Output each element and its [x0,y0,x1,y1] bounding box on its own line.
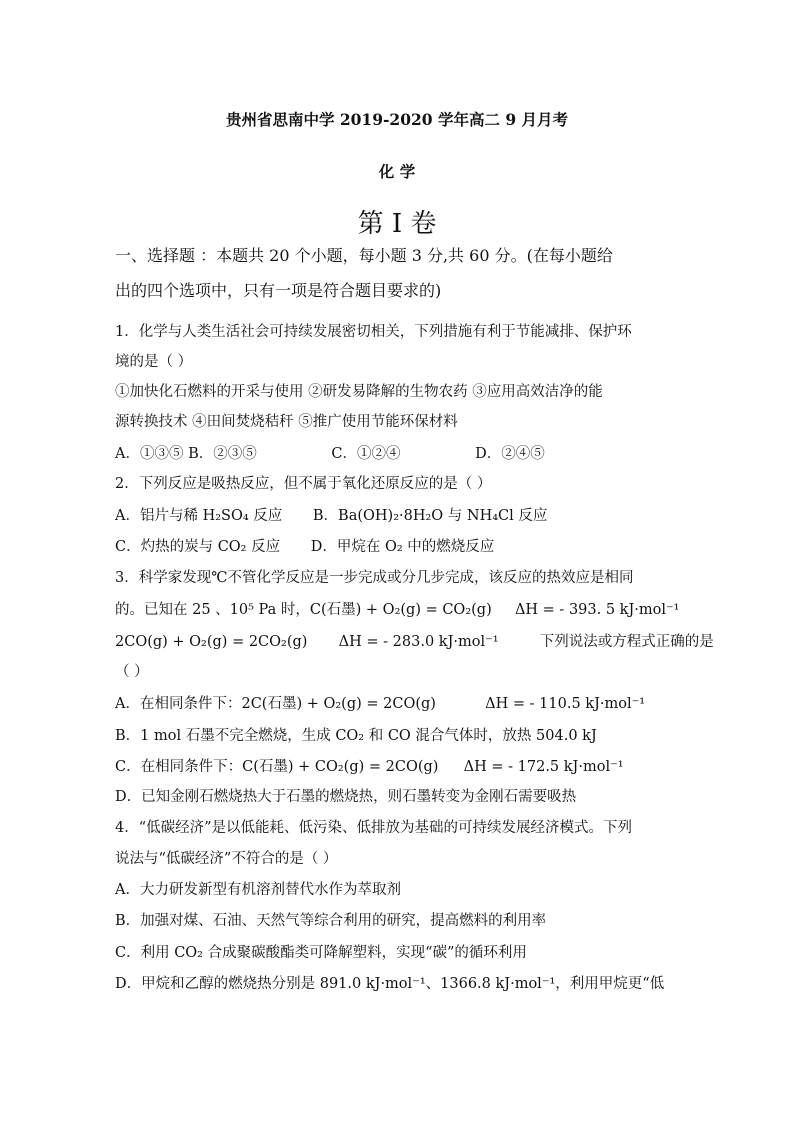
q1-option-a[interactable]: A．①③⑤ [115,446,184,462]
q3-stem-line2 [115,600,679,620]
q3-known-equation-2: 2CO(g) + O₂(g) = 2CO₂(g) [115,634,308,650]
q1-options [115,444,545,464]
q1-option-c[interactable]: C．①②④ [331,446,401,462]
q3-known-equation-1: 的。已知在 25 、10⁵ Pa 时，C(石墨) + O₂(g) = CO₂(g) [115,602,492,618]
q2-option-c[interactable]: C．灼热的炭与 CO₂ 反应 [115,539,281,555]
q3-stem-line3 [115,632,714,652]
volume-heading: 第 I 卷 [357,209,437,239]
q3-option-a-enthalpy: ΔH = - 110.5 kJ·mol⁻¹ [485,696,646,712]
q2-option-a[interactable]: A．铝片与稀 H₂SO₄ 反应 [115,508,283,524]
q3-option-a[interactable] [115,694,645,714]
q3-answer-bracket: （ ） [115,664,149,680]
section-instructions-line1: 一、选择题 ：本题共 20 个小题，每小题 3 分,共 60 分。(在每小题给 [115,246,613,265]
q4-option-c[interactable]: C．利用 CO₂ 合成聚碳酸酯类可降解塑料，实现“碳”的循环利用 [115,945,527,961]
q3-option-c[interactable] [115,757,624,777]
q1-stem-line1: 1．化学与人类生活社会可持续发展密切相关，下列措施有利于节能减排、保护环 [115,324,632,340]
q3-option-b[interactable]: B．1 mol 石墨不完全燃烧，生成 CO₂ 和 CO 混合气体时，放热 504.0 kJ [115,728,597,744]
q3-option-c-equation: C．在相同条件下：C(石墨) + CO₂(g) = 2CO(g) [115,759,439,775]
q3-question-text: 下列说法或方程式正确的是 [539,634,714,650]
q4-stem-line1: 4．“低碳经济”是以低能耗、低污染、低排放为基础的可持续发展经济模式。下列 [115,820,633,836]
q2-options-row1 [115,506,547,526]
q4-option-b[interactable]: B．加强对煤、石油、天然气等综合利用的研究，提高燃料的利用率 [115,913,547,929]
q1-option-d[interactable]: D．②④⑤ [475,446,545,462]
subject-title: 化 学 [378,162,416,181]
q3-known-enthalpy-1: ΔH = - 393. 5 kJ·mol⁻¹ [514,602,680,618]
section-instructions-line2: 出的四个选项中，只有一项是符合题目要求的) [115,281,442,300]
q1-items-line1: ①加快化石燃料的开采与使用 ②研发易降解的生物农药 ③应用高效洁净的能 [115,384,603,400]
q3-option-c-enthalpy: ΔH = - 172.5 kJ·mol⁻¹ [463,759,624,775]
q1-stem-line2: 境的是（ ） [115,354,193,370]
q3-stem-line1: 3．科学家发现℃不管化学反应是一步完成或分几步完成，该反应的热效应是相同 [115,570,634,586]
q4-stem-line2: 说法与“低碳经济”不符合的是（ ） [115,851,338,867]
exam-title: 贵州省思南中学 2019-2020 学年高二 9 月月考 [225,110,569,129]
q3-option-d[interactable]: D．已知金刚石燃烧热大于石墨的燃烧热，则石墨转变为金刚石需要吸热 [115,789,577,805]
q4-option-a[interactable]: A．大力研发新型有机溶剂替代水作为萃取剂 [115,882,401,898]
q3-option-a-equation: A．在相同条件下：2C(石墨) + O₂(g) = 2CO(g) [115,696,436,712]
q2-stem: 2．下列反应是吸热反应，但不属于氧化还原反应的是（ ） [115,476,492,492]
q1-items-line2: 源转换技术 ④田间焚烧秸秆 ⑤推广使用节能环保材料 [115,414,458,430]
q2-option-b[interactable]: B．Ba(OH)₂·8H₂O 与 NH₄Cl 反应 [312,508,548,524]
q1-option-b[interactable]: B．②③⑤ [188,446,257,462]
q4-option-d[interactable]: D．甲烷和乙醇的燃烧热分别是 891.0 kJ·mol⁻¹、1366.8 kJ·mol⁻¹，利用甲烷更“低 [115,976,665,992]
q2-option-d[interactable]: D．甲烷在 O₂ 中的燃烧反应 [310,539,495,555]
q3-known-enthalpy-2: ΔH = - 283.0 kJ·mol⁻¹ [338,634,499,650]
q2-options-row2 [115,537,494,557]
